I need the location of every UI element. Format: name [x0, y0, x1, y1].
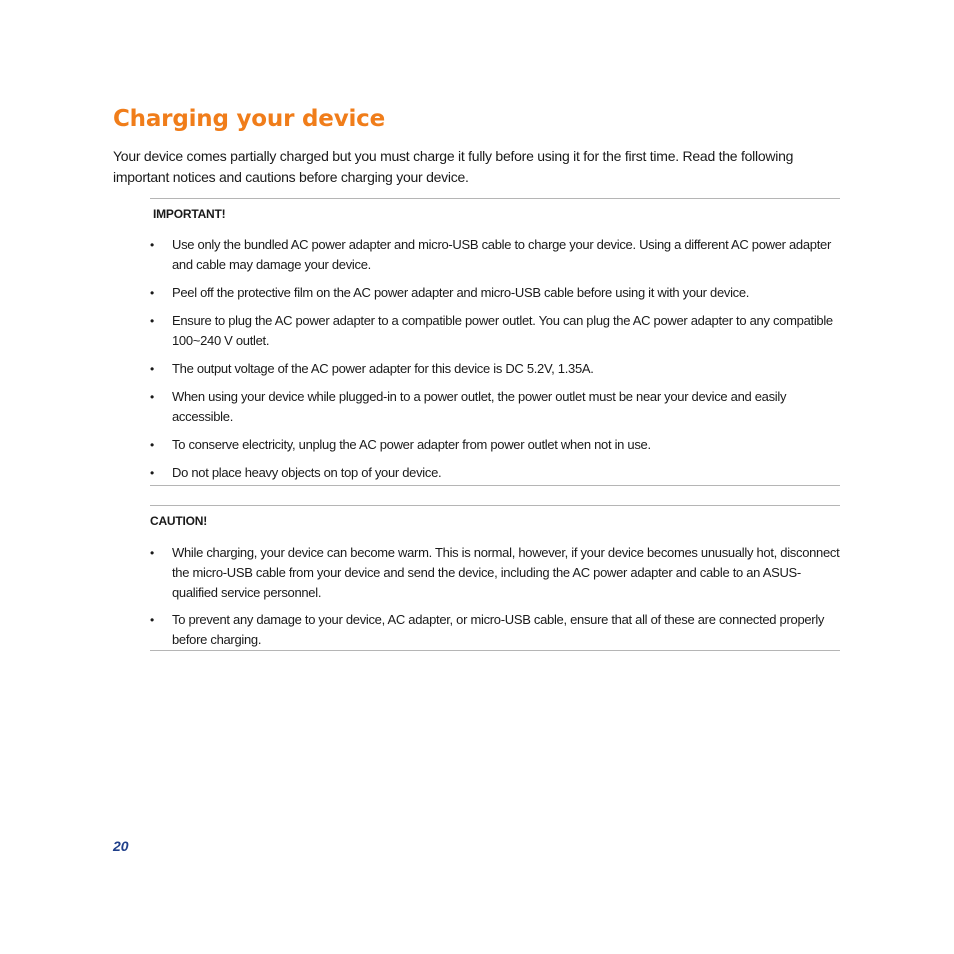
list-item-text: Do not place heavy objects on top of your device.: [172, 465, 442, 480]
bullet-icon: •: [150, 613, 154, 627]
bullet-icon: •: [150, 546, 154, 560]
list-item-text: To prevent any damage to your device, AC adapter, or micro-USB cable, ensure that all of these are connected properly before charging.: [172, 612, 825, 647]
list-item: [150, 387, 840, 427]
list-item-text: Ensure to plug the AC power adapter to a compatible power outlet. You can plug the AC power adapter to any compatible 100~240 V outlet.: [172, 313, 833, 348]
list-item-text: Peel off the protective film on the AC power adapter and micro-USB cable before using it with your device.: [172, 285, 750, 300]
list-item: [150, 235, 840, 275]
bullet-icon: •: [150, 238, 154, 252]
bullet-icon: •: [150, 314, 154, 328]
list-item: [150, 543, 840, 603]
caution-notice: [150, 505, 840, 651]
bullet-icon: •: [150, 466, 154, 480]
list-item: [150, 610, 840, 650]
list-item-text: To conserve electricity, unplug the AC power adapter from power outlet when not in use.: [172, 437, 651, 452]
list-item-text: Use only the bundled AC power adapter and micro-USB cable to charge your device. Using a different AC power adapter and cable may damage your device.: [172, 237, 831, 272]
list-item: [150, 283, 840, 303]
list-item-text: The output voltage of the AC power adapter for this device is DC 5.2V, 1.35A.: [172, 361, 594, 376]
list-item-text: When using your device while plugged-in to a power outlet, the power outlet must be near your device and easily accessible.: [172, 389, 787, 424]
list-item: [150, 463, 840, 483]
bullet-icon: •: [150, 390, 154, 404]
list-item: [150, 359, 840, 379]
intro-paragraph: Your device comes partially charged but you must charge it fully before using it for the first time. Read the following important notices and cautions before charging your device.: [113, 148, 794, 185]
caution-heading: CAUTION!: [150, 514, 208, 528]
list-item: [150, 435, 840, 455]
bullet-icon: •: [150, 438, 154, 452]
important-heading: IMPORTANT!: [153, 207, 226, 221]
caution-list: [150, 543, 840, 657]
bullet-icon: •: [150, 362, 154, 376]
page-title: Charging your device: [113, 106, 386, 132]
important-list: [150, 235, 840, 491]
page-number: 20: [113, 838, 129, 854]
list-item: [150, 311, 840, 351]
list-item-text: While charging, your device can become warm. This is normal, however, if your device becomes unusually hot, disconnect the micro-USB cable from your device and send the device, including the AC power adapter and cable to an ASUS-qualified service personnel.: [172, 545, 840, 600]
important-notice: [150, 198, 840, 486]
bullet-icon: •: [150, 286, 154, 300]
